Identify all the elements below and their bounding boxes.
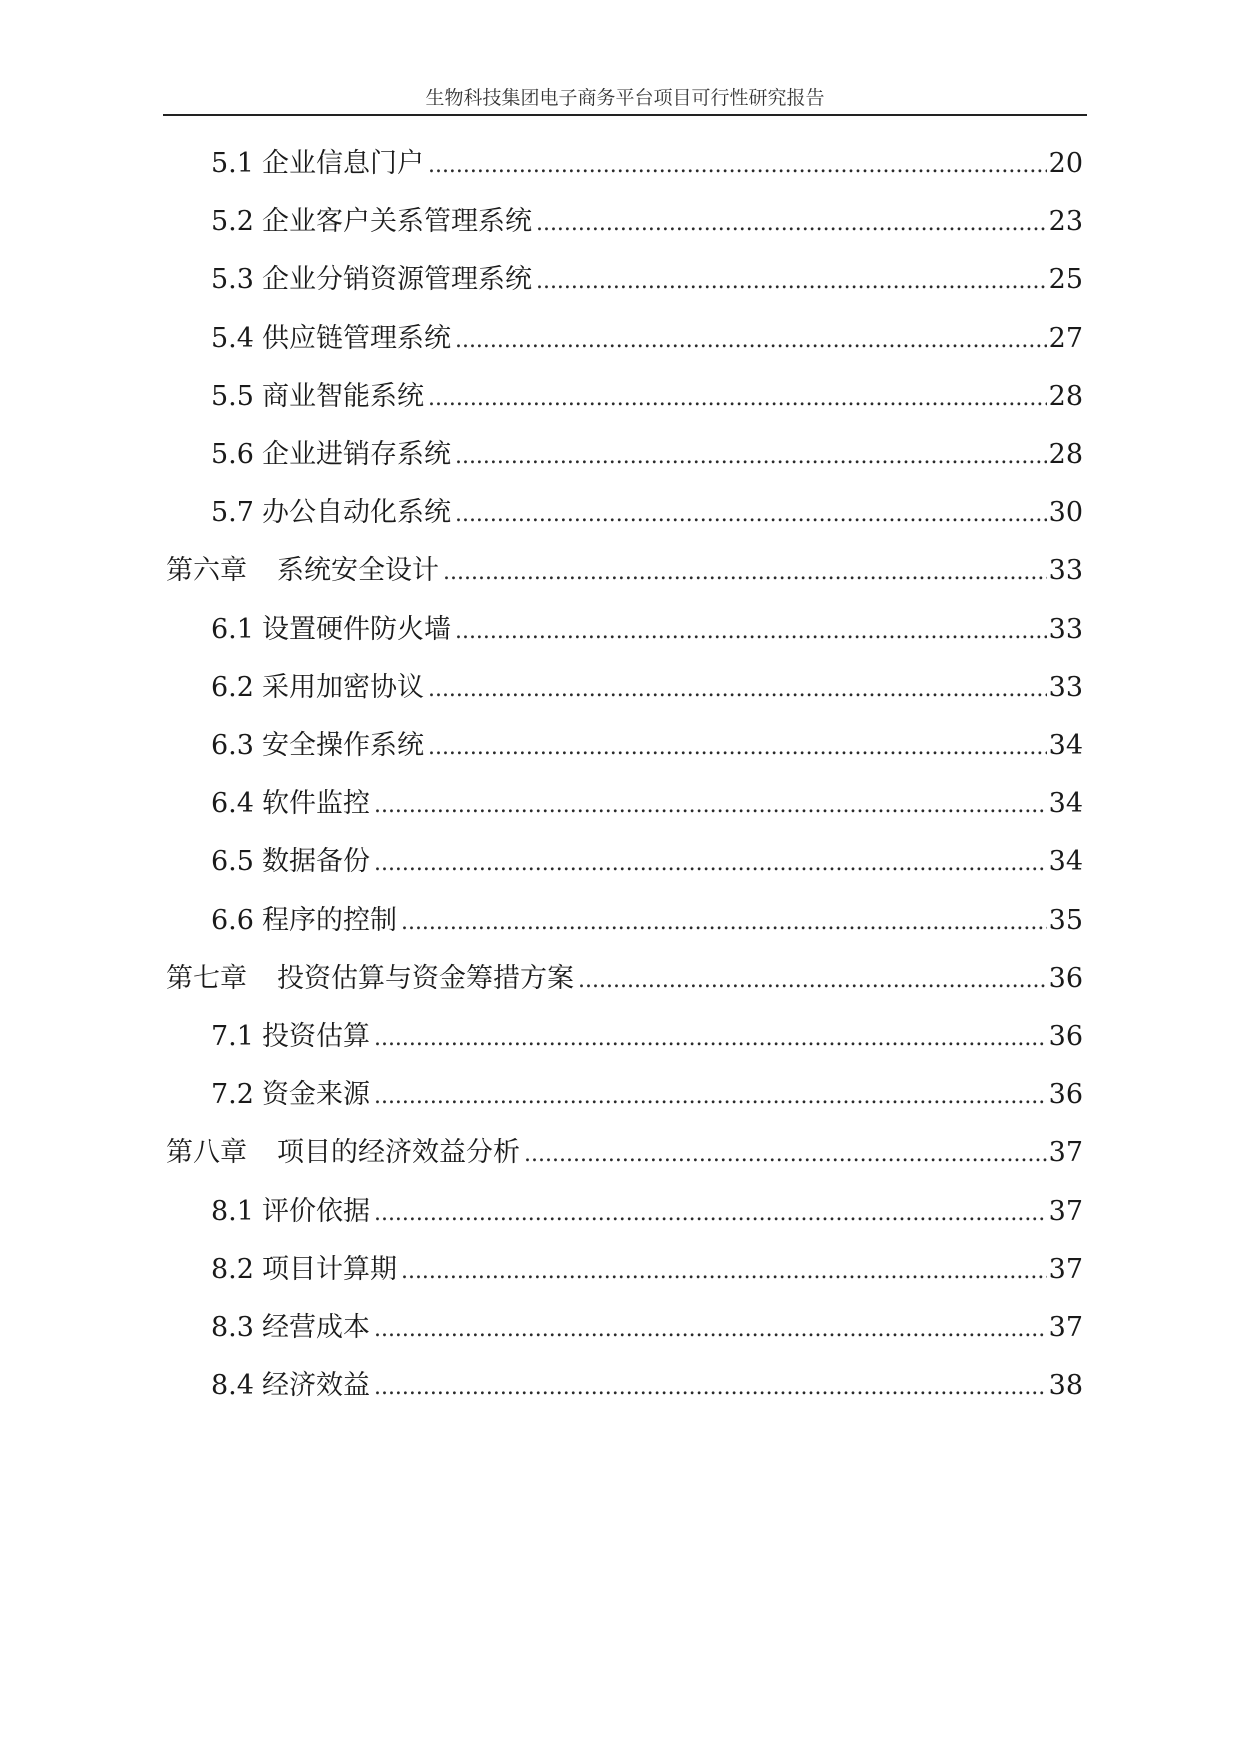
toc-dot-leader <box>443 553 1047 593</box>
toc-section-entry[interactable] <box>211 1192 1083 1232</box>
toc-entry-title <box>211 1017 370 1057</box>
toc-entry-title <box>211 1250 397 1290</box>
toc-entry-title <box>211 1192 370 1232</box>
toc-section-entry[interactable] <box>211 202 1083 242</box>
toc-section-entry[interactable] <box>211 1308 1083 1348</box>
toc-entry-title <box>166 1133 520 1173</box>
toc-section-entry[interactable] <box>211 784 1083 824</box>
toc-entry-title <box>166 959 574 999</box>
toc-entry-number: 5.6 <box>211 439 254 470</box>
toc-entry-title <box>211 493 451 533</box>
toc-entry-text: 数据备份 <box>261 846 370 877</box>
toc-entry-text: 办公自动化系统 <box>261 497 451 528</box>
toc-page-number: 34 <box>1048 788 1083 819</box>
toc-page-number: 36 <box>1048 1021 1083 1052</box>
toc-page-number: 33 <box>1048 555 1083 586</box>
toc-entry-text: 资金来源 <box>261 1079 370 1110</box>
toc-dot-leader <box>374 786 1047 826</box>
toc-section-entry[interactable] <box>211 435 1083 475</box>
toc-section-entry[interactable] <box>211 1366 1083 1406</box>
toc-entry-title <box>211 1075 370 1115</box>
toc-entry-number: 8.1 <box>211 1196 254 1227</box>
toc-entry-number: 6.3 <box>211 730 254 761</box>
toc-entry-number: 6.5 <box>211 846 254 877</box>
toc-entry-text: 投资估算 <box>261 1021 370 1052</box>
toc-entry-text: 设置硬件防火墙 <box>261 614 451 645</box>
toc-entry-title <box>211 726 424 766</box>
toc-entry-title <box>211 901 397 941</box>
toc-dot-leader <box>401 903 1047 943</box>
toc-dot-leader <box>428 146 1047 186</box>
toc-entry-text: 程序的控制 <box>261 905 397 936</box>
toc-page-number: 34 <box>1048 730 1083 761</box>
toc-entry-text: 商业智能系统 <box>261 381 424 412</box>
toc-entry-number: 第七章 <box>166 963 247 994</box>
toc-dot-leader <box>536 204 1047 244</box>
toc-dot-leader <box>374 1019 1047 1059</box>
toc-dot-leader <box>536 262 1047 302</box>
toc-page-number: 37 <box>1048 1312 1083 1343</box>
toc-page-number: 35 <box>1048 905 1083 936</box>
toc-entry-number: 第八章 <box>166 1137 247 1168</box>
toc-entry-title <box>211 784 370 824</box>
toc-page-number: 34 <box>1048 846 1083 877</box>
toc-section-entry[interactable] <box>211 493 1083 533</box>
toc-entry-title <box>166 551 439 591</box>
toc-page-number: 38 <box>1048 1370 1083 1401</box>
toc-page-number: 27 <box>1048 323 1083 354</box>
toc-page-number: 23 <box>1048 206 1083 237</box>
toc-dot-leader <box>374 1077 1047 1117</box>
toc-entry-text: 安全操作系统 <box>261 730 424 761</box>
toc-entry-number: 8.4 <box>211 1370 254 1401</box>
toc-entry-title <box>211 610 451 650</box>
toc-dot-leader <box>374 1194 1047 1234</box>
toc-entry-text: 企业分销资源管理系统 <box>261 264 532 295</box>
toc-entry-title <box>211 1366 370 1406</box>
toc-entry-title <box>211 842 370 882</box>
toc-entry-number: 6.2 <box>211 672 254 703</box>
toc-page-number: 37 <box>1048 1196 1083 1227</box>
toc-entry-text: 投资估算与资金筹措方案 <box>277 963 574 994</box>
toc-entry-number: 5.2 <box>211 206 254 237</box>
toc-entry-number: 第六章 <box>166 555 247 586</box>
toc-page-number: 37 <box>1048 1137 1083 1168</box>
toc-section-entry[interactable] <box>211 1250 1083 1290</box>
toc-section-entry[interactable] <box>211 319 1083 359</box>
toc-section-entry[interactable] <box>211 668 1083 708</box>
toc-entry-number: 6.4 <box>211 788 254 819</box>
toc-page-number: 28 <box>1048 439 1083 470</box>
toc-dot-leader <box>428 670 1047 710</box>
toc-page-number: 28 <box>1048 381 1083 412</box>
toc-entry-title <box>211 202 532 242</box>
toc-dot-leader <box>455 612 1047 652</box>
toc-entry-text: 企业进销存系统 <box>261 439 451 470</box>
toc-dot-leader <box>374 1368 1047 1408</box>
toc-chapter-entry[interactable] <box>166 1133 1083 1173</box>
toc-entry-title <box>211 260 532 300</box>
toc-entry-number: 7.1 <box>211 1021 254 1052</box>
toc-entry-text: 项目计算期 <box>261 1254 397 1285</box>
toc-section-entry[interactable] <box>211 1075 1083 1115</box>
toc-entry-text: 企业客户关系管理系统 <box>261 206 532 237</box>
toc-section-entry[interactable] <box>211 610 1083 650</box>
toc-entry-number: 5.4 <box>211 323 254 354</box>
toc-entry-text: 系统安全设计 <box>277 555 439 586</box>
toc-entry-text: 采用加密协议 <box>261 672 424 703</box>
toc-entry-title <box>211 1308 370 1348</box>
toc-entry-title <box>211 144 424 184</box>
toc-section-entry[interactable] <box>211 901 1083 941</box>
toc-entry-number: 6.6 <box>211 905 254 936</box>
toc-dot-leader <box>455 437 1047 477</box>
toc-section-entry[interactable] <box>211 726 1083 766</box>
toc-entry-text: 经营成本 <box>261 1312 370 1343</box>
toc-entry-text: 评价依据 <box>261 1196 370 1227</box>
toc-page-number: 25 <box>1048 264 1083 295</box>
toc-chapter-entry[interactable] <box>166 551 1083 591</box>
toc-chapter-entry[interactable] <box>166 959 1083 999</box>
toc-entry-number: 5.1 <box>211 148 254 179</box>
toc-entry-number: 7.2 <box>211 1079 254 1110</box>
toc-section-entry[interactable] <box>211 1017 1083 1057</box>
toc-entry-number: 8.2 <box>211 1254 254 1285</box>
toc-dot-leader <box>455 495 1047 535</box>
toc-dot-leader <box>455 321 1047 361</box>
toc-entry-number: 6.1 <box>211 614 254 645</box>
toc-section-entry[interactable] <box>211 260 1083 300</box>
toc-dot-leader <box>524 1135 1047 1175</box>
toc-entry-text: 企业信息门户 <box>261 148 424 179</box>
toc-section-entry[interactable] <box>211 144 1083 184</box>
toc-page-number: 20 <box>1048 148 1083 179</box>
toc-entry-text: 项目的经济效益分析 <box>277 1137 520 1168</box>
toc-dot-leader <box>428 728 1047 768</box>
toc-page-number: 37 <box>1048 1254 1083 1285</box>
toc-entry-text: 软件监控 <box>261 788 370 819</box>
toc-dot-leader <box>374 844 1047 884</box>
toc-section-entry[interactable] <box>211 377 1083 417</box>
page-header-title: 生物科技集团电子商务平台项目可行性研究报告 <box>425 87 825 109</box>
toc-entry-title <box>211 435 451 475</box>
toc-page-number: 33 <box>1048 614 1083 645</box>
toc-page-number: 30 <box>1048 497 1083 528</box>
toc-page-number: 33 <box>1048 672 1083 703</box>
toc-entry-number: 5.7 <box>211 497 254 528</box>
toc-page-number: 36 <box>1048 1079 1083 1110</box>
toc-section-entry[interactable] <box>211 842 1083 882</box>
toc-entry-title <box>211 668 424 708</box>
toc-dot-leader <box>374 1310 1047 1350</box>
toc-dot-leader <box>428 379 1047 419</box>
toc-entry-text: 供应链管理系统 <box>261 323 451 354</box>
toc-dot-leader <box>578 961 1047 1001</box>
toc-page-number: 36 <box>1048 963 1083 994</box>
toc-dot-leader <box>401 1252 1047 1292</box>
toc-entry-title <box>211 377 424 417</box>
toc-entry-title <box>211 319 451 359</box>
toc-entry-number: 5.3 <box>211 264 254 295</box>
toc-entry-text: 经济效益 <box>261 1370 370 1401</box>
toc-entry-number: 8.3 <box>211 1312 254 1343</box>
toc-entry-number: 5.5 <box>211 381 254 412</box>
